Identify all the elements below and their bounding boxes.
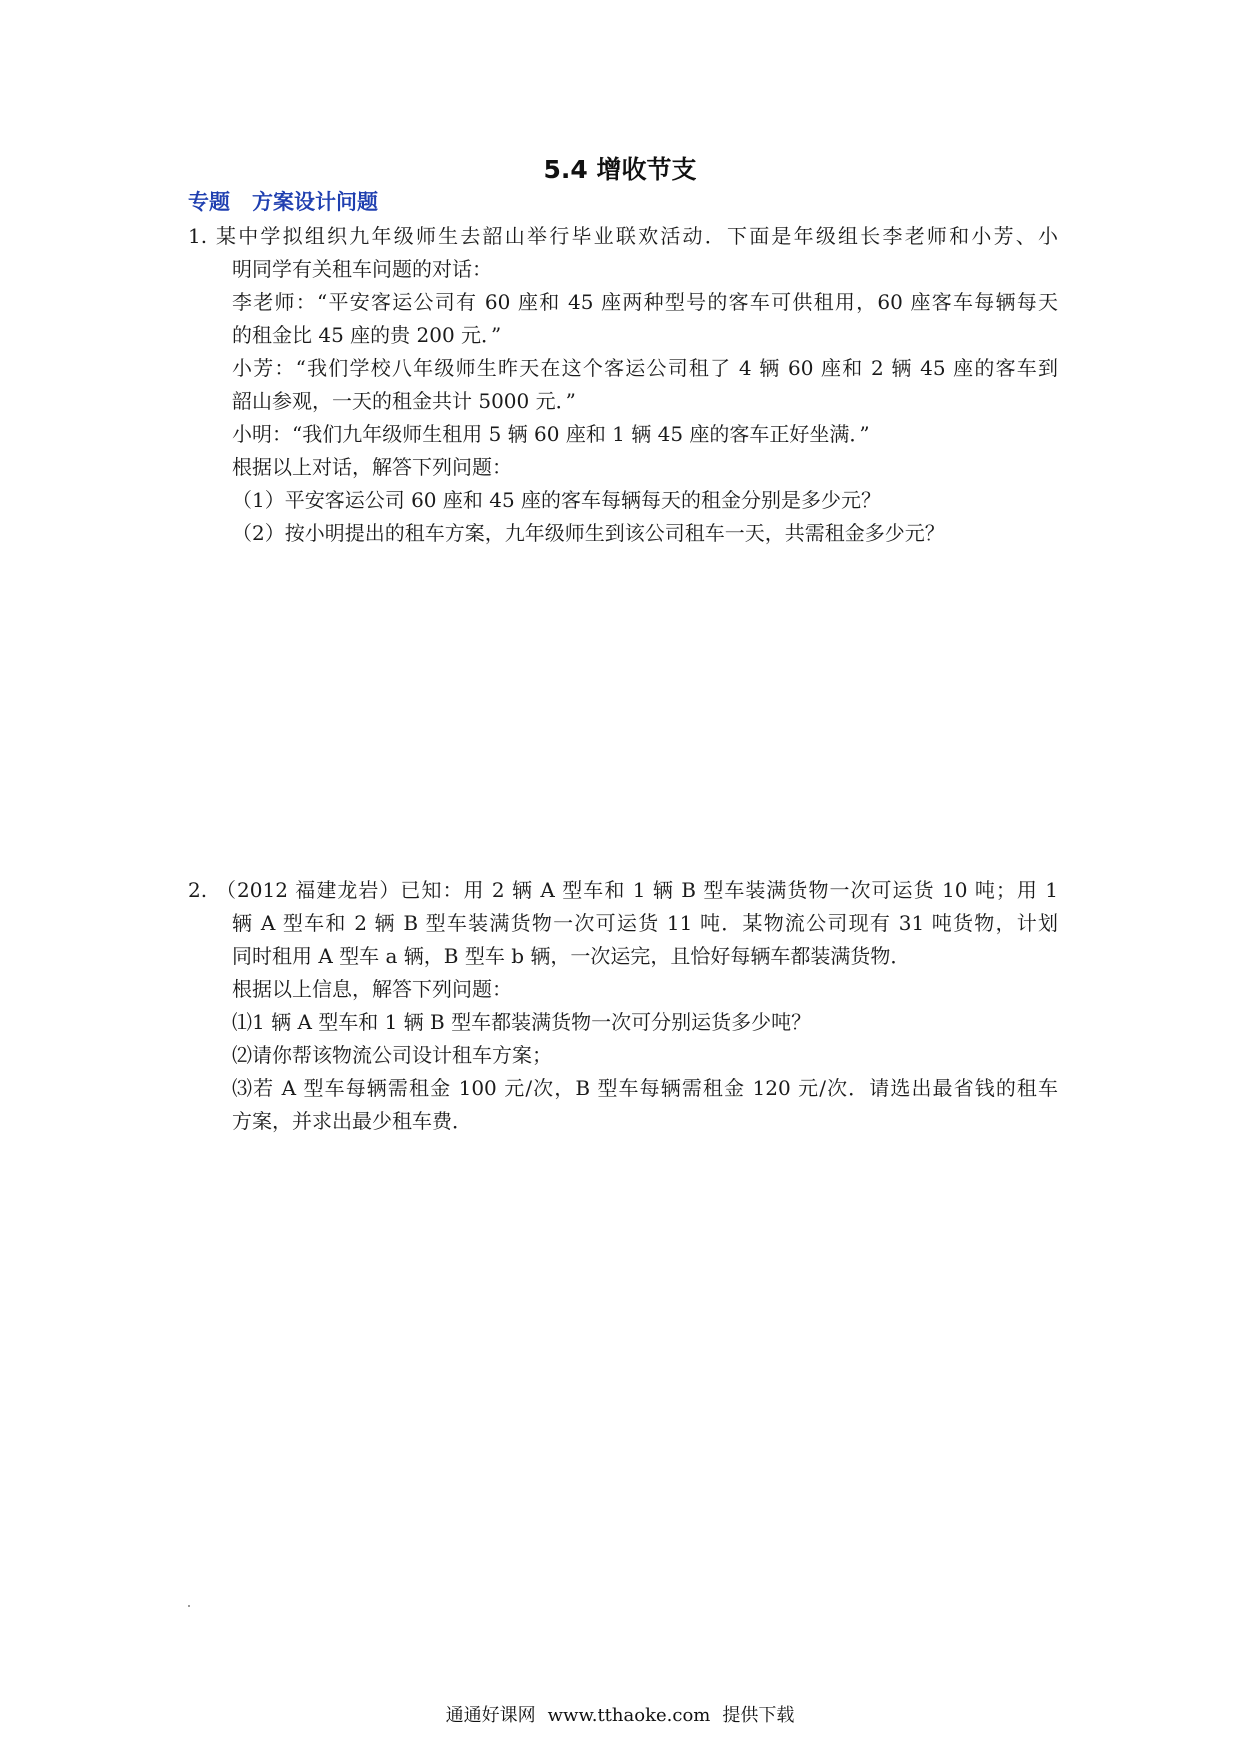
scan-speck	[188, 1605, 190, 1607]
problem-line: 李老师：“平安客运公司有 60 座和 45 座两种型号的客车可供租用，60 座客车每辆每天	[232, 290, 1058, 314]
problem-line: （2012 福建龙岩）已知：用 2 辆 A 型车和 1 辆 B 型车装满货物一次可运货 10 吨；用 1	[216, 878, 1058, 902]
problem-line: 某中学拟组织九年级师生去韶山举行毕业联欢活动．下面是年级组长李老师和小芳、小	[216, 224, 1058, 248]
sub-question: ⑶若 A 型车每辆需租金 100 元/次，B 型车每辆需租金 120 元/次．请选出最省钱的租车	[232, 1076, 1058, 1100]
problem-line: 同时租用 A 型车 a 辆，B 型车 b 辆，一次运完，且恰好每辆车都装满货物．	[232, 944, 911, 968]
problem-line: 小芳：“我们学校八年级师生昨天在这个客运公司租了 4 辆 60 座和 2 辆 45 座的客车到	[232, 356, 1058, 380]
problem-line: 明同学有关租车问题的对话：	[232, 257, 492, 281]
page-footer	[0, 1701, 1240, 1727]
footer-suffix: 提供下载	[722, 1705, 795, 1726]
problem-line: 根据以上信息，解答下列问题：	[232, 977, 512, 1001]
page-title: 5.4 增收节支	[543, 155, 697, 184]
footer-url[interactable]: www.tthaoke.com	[547, 1705, 711, 1726]
section-name: 方案设计问题	[252, 190, 378, 214]
problem-2	[188, 874, 1058, 1138]
problem-line: 小明：“我们九年级师生租用 5 辆 60 座和 1 辆 45 座的客车正好坐满．”	[232, 422, 870, 446]
sub-question: ⑵请你帮该物流公司设计租车方案；	[232, 1043, 552, 1067]
footer-site-name: 通通好课网	[445, 1705, 536, 1726]
sub-question: （1）平安客运公司 60 座和 45 座的客车每辆每天的租金分别是多少元？	[232, 488, 882, 512]
problem-number: 1.	[188, 224, 208, 248]
problem-line: 辆 A 型车和 2 辆 B 型车装满货物一次可运货 11 吨．某物流公司现有 31 吨货物，计划	[232, 911, 1058, 935]
section-heading	[188, 186, 378, 216]
problem-line: 韶山参观，一天的租金共计 5000 元．”	[232, 389, 576, 413]
problem-line: 的租金比 45 座的贵 200 元．”	[232, 323, 502, 347]
sub-question: 方案，并求出最少租车费．	[232, 1109, 472, 1133]
section-label: 专题	[188, 190, 230, 214]
problem-number: 2.	[188, 878, 208, 902]
problem-1	[188, 220, 1058, 550]
sub-question: （2）按小明提出的租车方案，九年级师生到该公司租车一天，共需租金多少元？	[232, 521, 945, 545]
sub-question: ⑴1 辆 A 型车和 1 辆 B 型车都装满货物一次可分别运货多少吨？	[232, 1010, 812, 1034]
problem-line: 根据以上对话，解答下列问题：	[232, 455, 512, 479]
